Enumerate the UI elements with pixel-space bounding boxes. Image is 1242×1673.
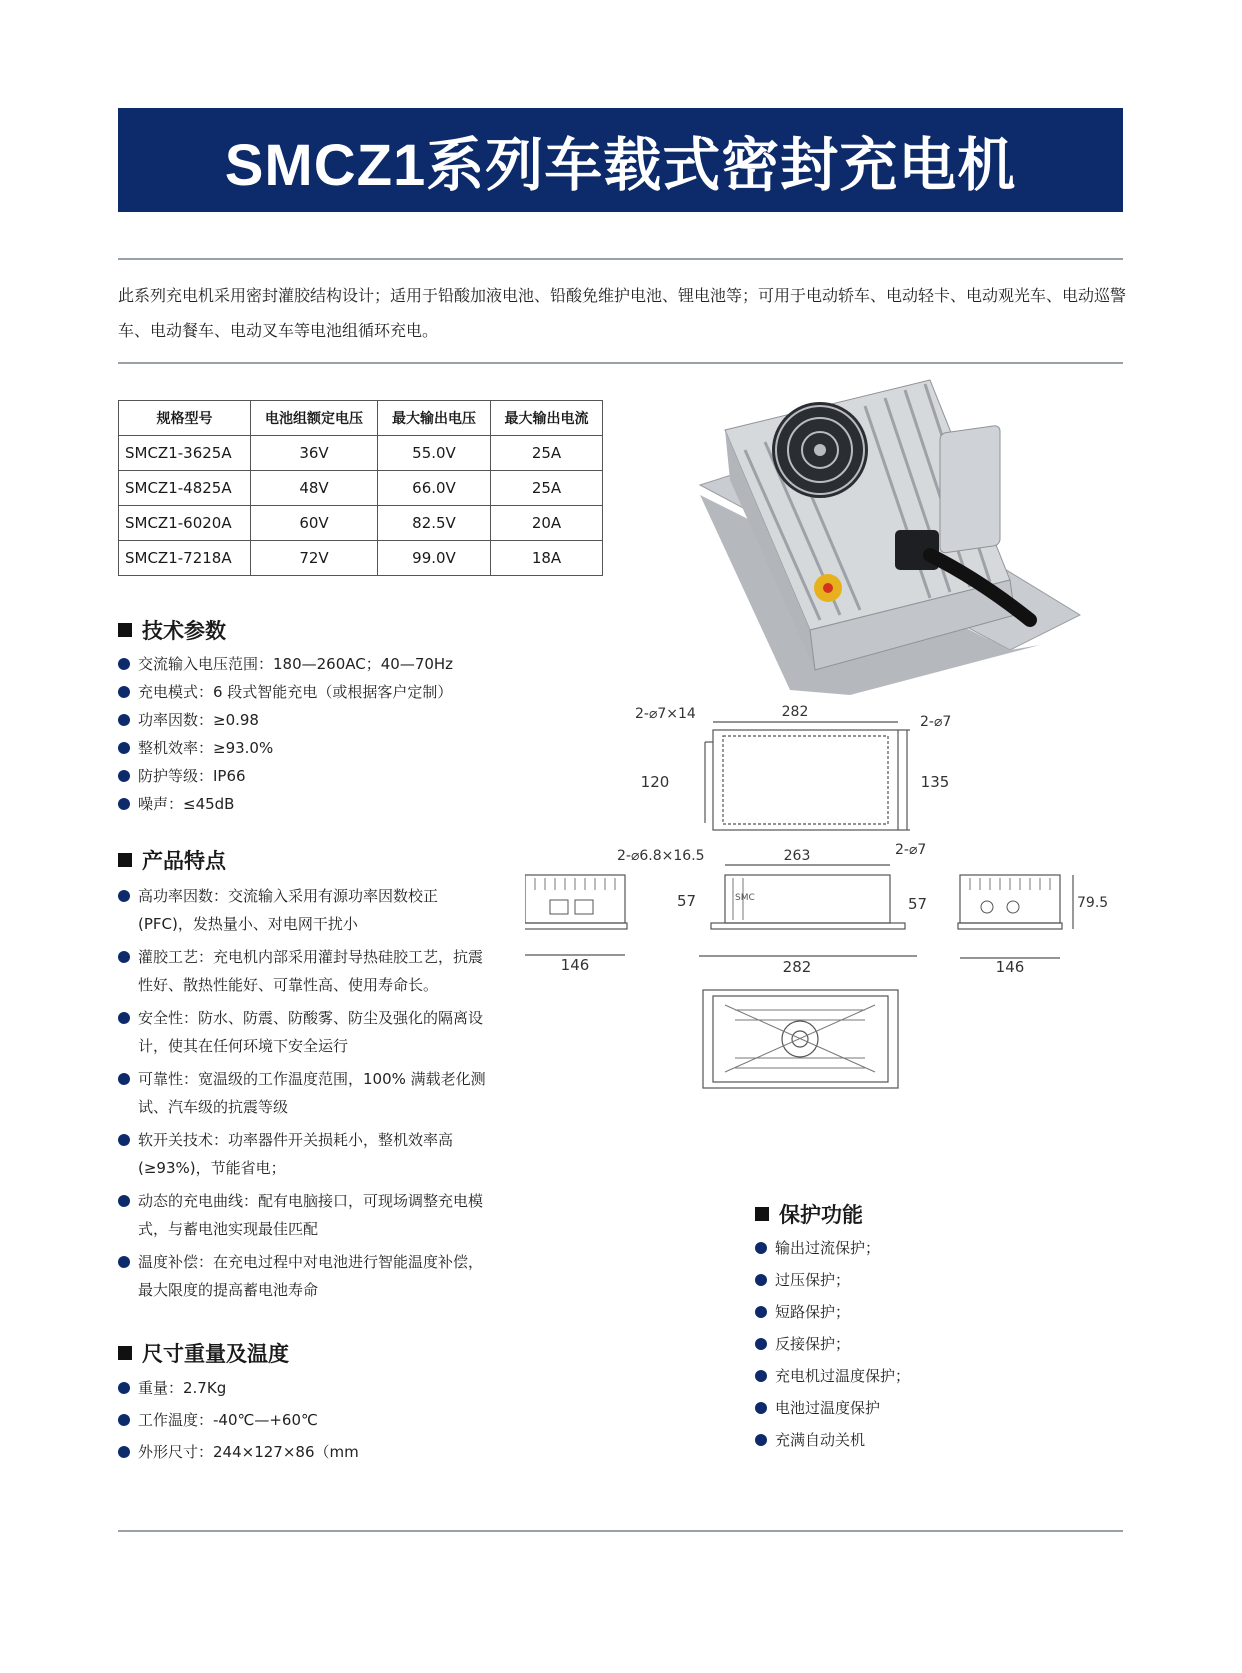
table-cell: 99.0V bbox=[378, 541, 491, 576]
bullet-dot-icon bbox=[118, 742, 130, 754]
top-hole-left-label: 2-⌀7×14 bbox=[635, 706, 696, 722]
mid-bottom-width-label: 282 bbox=[782, 958, 812, 976]
list-item bbox=[118, 882, 490, 938]
fan-hub bbox=[814, 444, 826, 456]
list-item bbox=[118, 1187, 490, 1243]
table-cell: 66.0V bbox=[378, 471, 491, 506]
list-item bbox=[118, 1126, 490, 1182]
list-item-text: 交流输入电压范围：180—260AC；40—70Hz bbox=[138, 655, 454, 673]
intro-paragraph: 此系列充电机采用密封灌胶结构设计；适用于铅酸加液电池、铅酸免维护电池、锂电池等；可用于电动轿车、电动轻卡、电动观光车、电动巡警车、电动餐车、电动叉车等电池组循环充电。 bbox=[118, 286, 1127, 340]
list-item-text: 充电模式：6 段式智能充电（或根据客户定制） bbox=[138, 683, 453, 701]
top-height-right-label: 135 bbox=[920, 773, 950, 791]
tech-list bbox=[118, 650, 453, 818]
list-item bbox=[118, 650, 453, 678]
side-logo-label: SMC bbox=[735, 893, 755, 903]
bullet-dot-icon bbox=[118, 686, 130, 698]
square-bullet-icon bbox=[118, 853, 132, 867]
mid-hole-left-label: 2-⌀6.8×16.5 bbox=[617, 848, 705, 864]
table-header: 最大输出电流 bbox=[491, 401, 603, 436]
size-list bbox=[118, 1372, 359, 1468]
tech-heading bbox=[118, 615, 226, 645]
list-item-text: 电池过温度保护 bbox=[775, 1399, 881, 1417]
mid-height-left-label: 57 bbox=[677, 892, 697, 910]
top-view-outline bbox=[713, 730, 898, 830]
list-item bbox=[755, 1264, 910, 1296]
list-item bbox=[118, 678, 453, 706]
bullet-dot-icon bbox=[118, 1073, 130, 1085]
dimension-drawing bbox=[525, 700, 1150, 1155]
table-cell: 72V bbox=[251, 541, 378, 576]
size-heading bbox=[118, 1338, 289, 1368]
list-item bbox=[755, 1392, 910, 1424]
list-item-text: 重量：2.7Kg bbox=[138, 1379, 227, 1397]
list-item-text: 输出过流保护； bbox=[775, 1239, 881, 1257]
protection-heading bbox=[755, 1199, 863, 1229]
square-bullet-icon bbox=[118, 623, 132, 637]
bullet-dot-icon bbox=[118, 890, 130, 902]
bullet-dot-icon bbox=[118, 1195, 130, 1207]
right-width-label: 146 bbox=[995, 958, 1025, 976]
bullet-dot-icon bbox=[118, 714, 130, 726]
list-item-text: 充电机过温度保护； bbox=[775, 1367, 911, 1385]
table-cell: 20A bbox=[491, 506, 603, 541]
list-item bbox=[118, 1372, 359, 1404]
table-cell: 25A bbox=[491, 436, 603, 471]
list-item-text: 工作温度：-40℃—+60℃ bbox=[138, 1411, 318, 1429]
bullet-dot-icon bbox=[118, 1382, 130, 1394]
bullet-dot-icon bbox=[755, 1274, 767, 1286]
list-item-text: 动态的充电曲线：配有电脑接口，可现场调整充电模式，与蓄电池实现最佳匹配 bbox=[138, 1192, 484, 1238]
table-cell: 82.5V bbox=[378, 506, 491, 541]
top-height-left-label: 120 bbox=[640, 773, 670, 791]
top-view-inner bbox=[723, 736, 888, 824]
side-view-base bbox=[711, 923, 905, 929]
list-item bbox=[118, 762, 453, 790]
list-item-text: 过压保护； bbox=[775, 1271, 851, 1289]
list-item bbox=[118, 1004, 490, 1060]
list-item-text: 安全性：防水、防震、防酸雾、防尘及强化的隔离设计，使其在任何环境下安全运行 bbox=[138, 1009, 484, 1055]
square-bullet-icon bbox=[755, 1207, 769, 1221]
bullet-dot-icon bbox=[755, 1434, 767, 1446]
tech-heading-text: 技术参数 bbox=[142, 619, 226, 643]
table-row bbox=[119, 436, 603, 471]
list-item-text: 可靠性：宽温级的工作温度范围，100% 满载老化测试、汽车级的抗震等级 bbox=[138, 1070, 486, 1116]
list-item bbox=[118, 943, 490, 999]
right-height-label: 79.5 bbox=[1077, 895, 1109, 911]
spec-table bbox=[118, 400, 603, 576]
table-cell: 55.0V bbox=[378, 436, 491, 471]
list-item bbox=[755, 1296, 910, 1328]
bullet-dot-icon bbox=[755, 1338, 767, 1350]
features-heading bbox=[118, 845, 226, 875]
table-cell: SMCZ1-4825A bbox=[119, 471, 251, 506]
table-header: 电池组额定电压 bbox=[251, 401, 378, 436]
bullet-dot-icon bbox=[118, 658, 130, 670]
divider-top bbox=[118, 258, 1123, 260]
left-width-label: 146 bbox=[560, 956, 590, 974]
divider-mid bbox=[118, 362, 1123, 364]
table-cell: SMCZ1-3625A bbox=[119, 436, 251, 471]
list-item-text: 噪声：≤45dB bbox=[138, 795, 235, 813]
table-cell: 25A bbox=[491, 471, 603, 506]
table-cell: 36V bbox=[251, 436, 378, 471]
list-item bbox=[118, 1404, 359, 1436]
square-bullet-icon bbox=[118, 1346, 132, 1360]
bullet-dot-icon bbox=[118, 798, 130, 810]
side-bracket bbox=[940, 425, 1000, 553]
list-item bbox=[755, 1328, 910, 1360]
product-photo bbox=[680, 370, 1110, 715]
title-banner bbox=[118, 108, 1123, 212]
list-item bbox=[118, 790, 453, 818]
mid-height-right-label: 57 bbox=[908, 895, 928, 913]
bullet-dot-icon bbox=[118, 1414, 130, 1426]
indicator-lamp-center bbox=[823, 583, 833, 593]
list-item-text: 充满自动关机 bbox=[775, 1431, 866, 1449]
mid-top-width-label: 263 bbox=[783, 848, 811, 864]
list-item-text: 防护等级：IP66 bbox=[138, 767, 246, 785]
list-item bbox=[755, 1232, 910, 1264]
list-item-text: 功率因数：≥0.98 bbox=[138, 711, 259, 729]
table-row bbox=[119, 541, 603, 576]
list-item-text: 短路保护； bbox=[775, 1303, 851, 1321]
bullet-dot-icon bbox=[118, 951, 130, 963]
table-cell: 48V bbox=[251, 471, 378, 506]
list-item bbox=[755, 1424, 910, 1456]
bullet-dot-icon bbox=[755, 1370, 767, 1382]
size-heading-text: 尺寸重量及温度 bbox=[142, 1342, 289, 1366]
bullet-dot-icon bbox=[118, 1446, 130, 1458]
top-width-label: 282 bbox=[781, 704, 809, 720]
page-title: SMCZ1系列车载式密封充电机 bbox=[224, 133, 1017, 198]
list-item-text: 整机效率：≥93.0% bbox=[138, 739, 274, 757]
table-row bbox=[119, 471, 603, 506]
table-row bbox=[119, 506, 603, 541]
top-hole-right-label: 2-⌀7 bbox=[920, 714, 952, 730]
protection-list bbox=[755, 1232, 910, 1456]
mid-hole-right-label: 2-⌀7 bbox=[895, 842, 927, 858]
bullet-dot-icon bbox=[755, 1402, 767, 1414]
list-item bbox=[118, 1065, 490, 1121]
list-item-text: 高功率因数：交流输入采用有源功率因数校正(PFC)，发热量小、对电网干扰小 bbox=[138, 887, 439, 933]
bullet-dot-icon bbox=[118, 1012, 130, 1024]
list-item-text: 灌胶工艺：充电机内部采用灌封导热硅胶工艺，抗震性好、散热性能好、可靠性高、使用寿命长。 bbox=[138, 948, 484, 994]
table-cell: 60V bbox=[251, 506, 378, 541]
features-list bbox=[118, 882, 490, 1309]
list-item bbox=[118, 706, 453, 734]
table-header-row bbox=[119, 401, 603, 436]
table-cell: SMCZ1-7218A bbox=[119, 541, 251, 576]
list-item bbox=[755, 1360, 910, 1392]
protection-heading-text: 保护功能 bbox=[779, 1203, 863, 1227]
list-item-text: 软开关技术：功率器件开关损耗小，整机效率高(≥93%)，节能省电； bbox=[138, 1131, 454, 1177]
table-header: 最大输出电压 bbox=[378, 401, 491, 436]
table-cell: SMCZ1-6020A bbox=[119, 506, 251, 541]
list-item bbox=[118, 1248, 490, 1304]
bullet-dot-icon bbox=[118, 1256, 130, 1268]
features-heading-text: 产品特点 bbox=[142, 849, 226, 873]
list-item bbox=[118, 734, 453, 762]
table-header: 规格型号 bbox=[119, 401, 251, 436]
bullet-dot-icon bbox=[118, 770, 130, 782]
list-item-text: 外形尺寸：244×127×86（mm bbox=[138, 1443, 359, 1461]
table-cell: 18A bbox=[491, 541, 603, 576]
bullet-dot-icon bbox=[755, 1306, 767, 1318]
list-item-text: 温度补偿：在充电过程中对电池进行智能温度补偿，最大限度的提高蓄电池寿命 bbox=[138, 1253, 484, 1299]
list-item-text: 反接保护； bbox=[775, 1335, 851, 1353]
list-item bbox=[118, 1436, 359, 1468]
bullet-dot-icon bbox=[118, 1134, 130, 1146]
divider-bottom bbox=[118, 1530, 1123, 1532]
bullet-dot-icon bbox=[755, 1242, 767, 1254]
